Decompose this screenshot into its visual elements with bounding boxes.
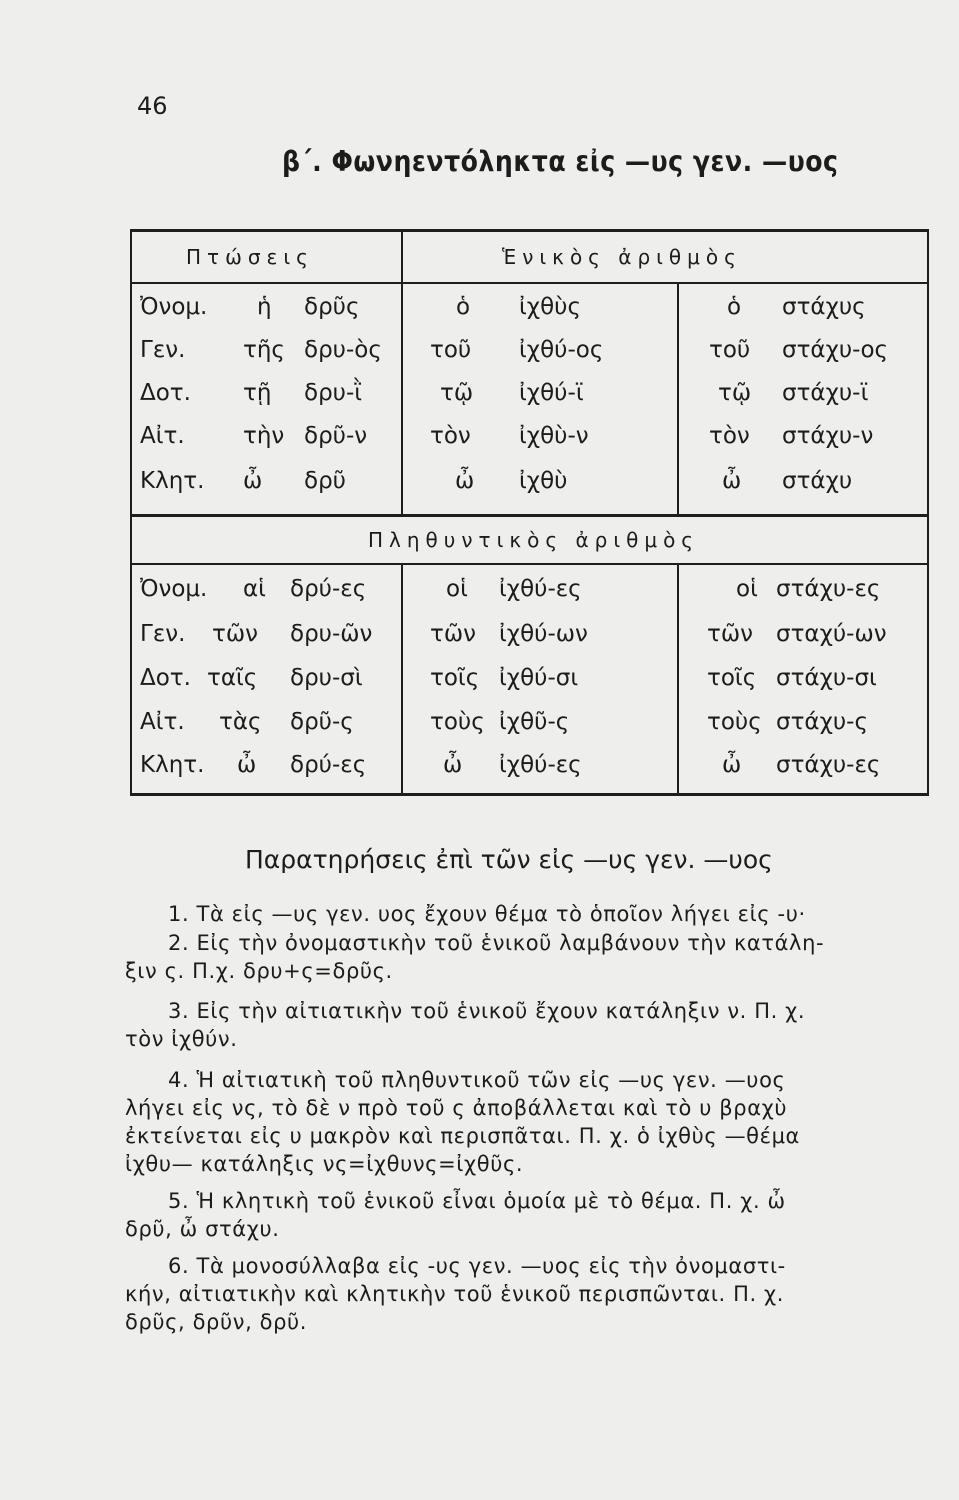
column-divider-1-plural — [401, 565, 403, 793]
article: ὦ — [722, 752, 742, 778]
article: ὁ — [727, 294, 742, 320]
case-label: Κλητ. — [140, 468, 205, 494]
header-rule — [130, 282, 929, 284]
word-form: ἰχθύ-σι — [499, 665, 579, 691]
header-singular: Ἑνικὸς ἀριθμὸς — [502, 245, 742, 269]
plural-header-rule — [130, 563, 929, 565]
header-cases: Πτώσεις — [186, 245, 314, 269]
note-line: ἐκτείνεται εἰς υ μακρὸν καὶ περισπᾶται. Π. χ. ὁ ἰχθὺς —θέμα — [125, 1124, 800, 1148]
article: τῶν — [707, 621, 753, 647]
word-form: στάχυ-ος — [782, 337, 889, 363]
article: ὦ — [722, 468, 742, 494]
article: οἱ — [736, 576, 758, 602]
word-form: ἰχθύ-ων — [499, 621, 588, 647]
note-line: λήγει εἰς νς, τὸ δὲ ν πρὸ τοῦ ς ἀποβάλλεται καὶ τὸ υ βραχὺ — [125, 1096, 788, 1120]
word-form: ἰχθύ-ος — [519, 337, 604, 363]
table-top-rule — [130, 229, 929, 232]
word-form: ἰχθύ-ες — [499, 752, 582, 778]
word-form: ἰχθὺς — [519, 294, 581, 320]
case-label: Ὀνομ. — [140, 294, 208, 320]
note-line: 2. Εἰς τὴν ὀνομαστικὴν τοῦ ἑνικοῦ λαμβάνουν τὴν κατάλη- — [168, 931, 825, 955]
table-bottom-rule — [130, 793, 929, 796]
note-2 — [125, 929, 925, 985]
case-label: Αἰτ. — [140, 423, 185, 449]
word-form: σταχύ-ων — [776, 621, 887, 647]
word-form: στάχυ-ες — [776, 752, 881, 778]
article: τῶν — [212, 621, 258, 647]
word-form: δρυ-ῶν — [290, 621, 373, 647]
word-form: δρῦ — [304, 468, 346, 494]
article: τῇ — [243, 380, 272, 406]
note-line: 4. Ἡ αἰτιατικὴ τοῦ πληθυντικοῦ τῶν εἰς —υς γεν. —υος — [168, 1068, 786, 1092]
case-label: Αἰτ. — [140, 709, 185, 735]
article: ὦ — [455, 468, 475, 494]
case-label: Κλητ. — [140, 752, 205, 778]
column-divider-1 — [401, 229, 403, 514]
word-form: στάχυ-ϊ — [782, 380, 869, 406]
page-number: 46 — [137, 92, 168, 120]
note-line: 6. Τὰ μονοσύλλαβα εἰς -υς γεν. —υος εἰς τὴν ὀνομαστι- — [168, 1254, 786, 1278]
word-form: δρύ-ες — [290, 752, 367, 778]
note-line: τὸν ἰχθύν. — [125, 1027, 238, 1051]
article: τοῖς — [707, 665, 757, 691]
article: τοὺς — [430, 709, 485, 735]
word-form: δρῦ-ν — [304, 423, 368, 449]
word-form: δρύ-ες — [290, 576, 367, 602]
word-form: δρυ-σὶ — [290, 665, 363, 691]
word-form: ἰχθὺ-ν — [519, 423, 589, 449]
word-form: ἰχθύ-ες — [499, 576, 582, 602]
word-form: στάχυς — [782, 294, 866, 320]
table-left-border — [130, 229, 132, 796]
section-rule — [130, 514, 929, 517]
article: οἱ — [446, 576, 468, 602]
case-label: Δοτ. — [140, 665, 191, 691]
article: τοὺς — [707, 709, 762, 735]
note-line: δρῦς, δρῦν, δρῦ. — [125, 1310, 308, 1334]
article: τῶν — [430, 621, 476, 647]
note-5 — [125, 1187, 925, 1243]
article: ὦ — [243, 468, 263, 494]
word-form: στάχυ-ς — [776, 709, 868, 735]
article: τῆς — [243, 337, 285, 363]
case-label: Ὀνομ. — [140, 576, 208, 602]
article: τὰς — [219, 709, 262, 735]
word-form: δρῦς — [304, 294, 360, 320]
word-form: στάχυ — [782, 468, 853, 494]
article: τοῦ — [709, 337, 751, 363]
word-form: δρυ-ῒ — [304, 380, 363, 406]
article: τὸν — [709, 423, 750, 449]
note-line: ξιν ς. Π.χ. δρυ+ς=δρῦς. — [125, 959, 393, 983]
article: ὦ — [237, 752, 257, 778]
note-line: 3. Εἰς τὴν αἰτιατικὴν τοῦ ἑνικοῦ ἔχουν κατάληξιν ν. Π. χ. — [168, 999, 806, 1023]
word-form: στάχυ-σι — [776, 665, 877, 691]
article: τῷ — [440, 380, 474, 406]
article: τῷ — [718, 380, 752, 406]
case-label: Γεν. — [140, 337, 186, 363]
article: ὁ — [456, 294, 471, 320]
column-divider-2-plural — [677, 565, 679, 793]
article: ὦ — [443, 752, 463, 778]
article: τοῖς — [430, 665, 480, 691]
note-line: ἰχθυ— κατάληξις νς=ἰχθυνς=ἰχθῦς. — [125, 1152, 524, 1176]
note-4 — [125, 1066, 925, 1178]
article: τὸν — [430, 423, 471, 449]
word-form: στάχυ-ν — [782, 423, 874, 449]
article: αἱ — [243, 576, 266, 602]
section-title: β΄. Φωνηεντόληκτα εἰς —υς γεν. —υος — [282, 145, 839, 178]
note-6 — [125, 1252, 925, 1336]
note-line: δρῦ, ὦ στάχυ. — [125, 1217, 280, 1241]
note-line: 5. Ἡ κλητικὴ τοῦ ἑνικοῦ εἶναι ὁμοία μὲ τὸ θέμα. Π. χ. ὦ — [168, 1189, 786, 1213]
note-line: 1. Τὰ εἰς —υς γεν. υος ἔχουν θέμα τὸ ὁποῖον λήγει εἰς -υ· — [168, 902, 806, 926]
word-form: στάχυ-ες — [776, 576, 881, 602]
observations-title: Παρατηρήσεις ἐπὶ τῶν εἰς —υς γεν. —υος — [245, 845, 773, 874]
case-label: Δοτ. — [140, 380, 191, 406]
article: τὴν — [243, 423, 285, 449]
word-form: ἰχθῦ-ς — [499, 709, 570, 735]
word-form: δρυ-ὸς — [304, 337, 382, 363]
note-1 — [168, 900, 959, 928]
article: ἡ — [257, 294, 272, 320]
article: ταῖς — [207, 665, 258, 691]
column-divider-2 — [677, 282, 679, 514]
article: τοῦ — [430, 337, 472, 363]
word-form: ἰχθὺ — [519, 468, 568, 494]
table-right-border — [927, 229, 929, 796]
word-form: ἰχθύ-ϊ — [519, 380, 584, 406]
note-3 — [125, 997, 925, 1053]
header-plural: Πληθυντικὸς ἀριθμὸς — [368, 528, 700, 552]
note-line: κήν, αἰτιατικὴν καὶ κλητικὴν τοῦ ἑνικοῦ περισπῶνται. Π. χ. — [125, 1282, 785, 1306]
case-label: Γεν. — [140, 621, 186, 647]
word-form: δρῦ-ς — [290, 709, 354, 735]
